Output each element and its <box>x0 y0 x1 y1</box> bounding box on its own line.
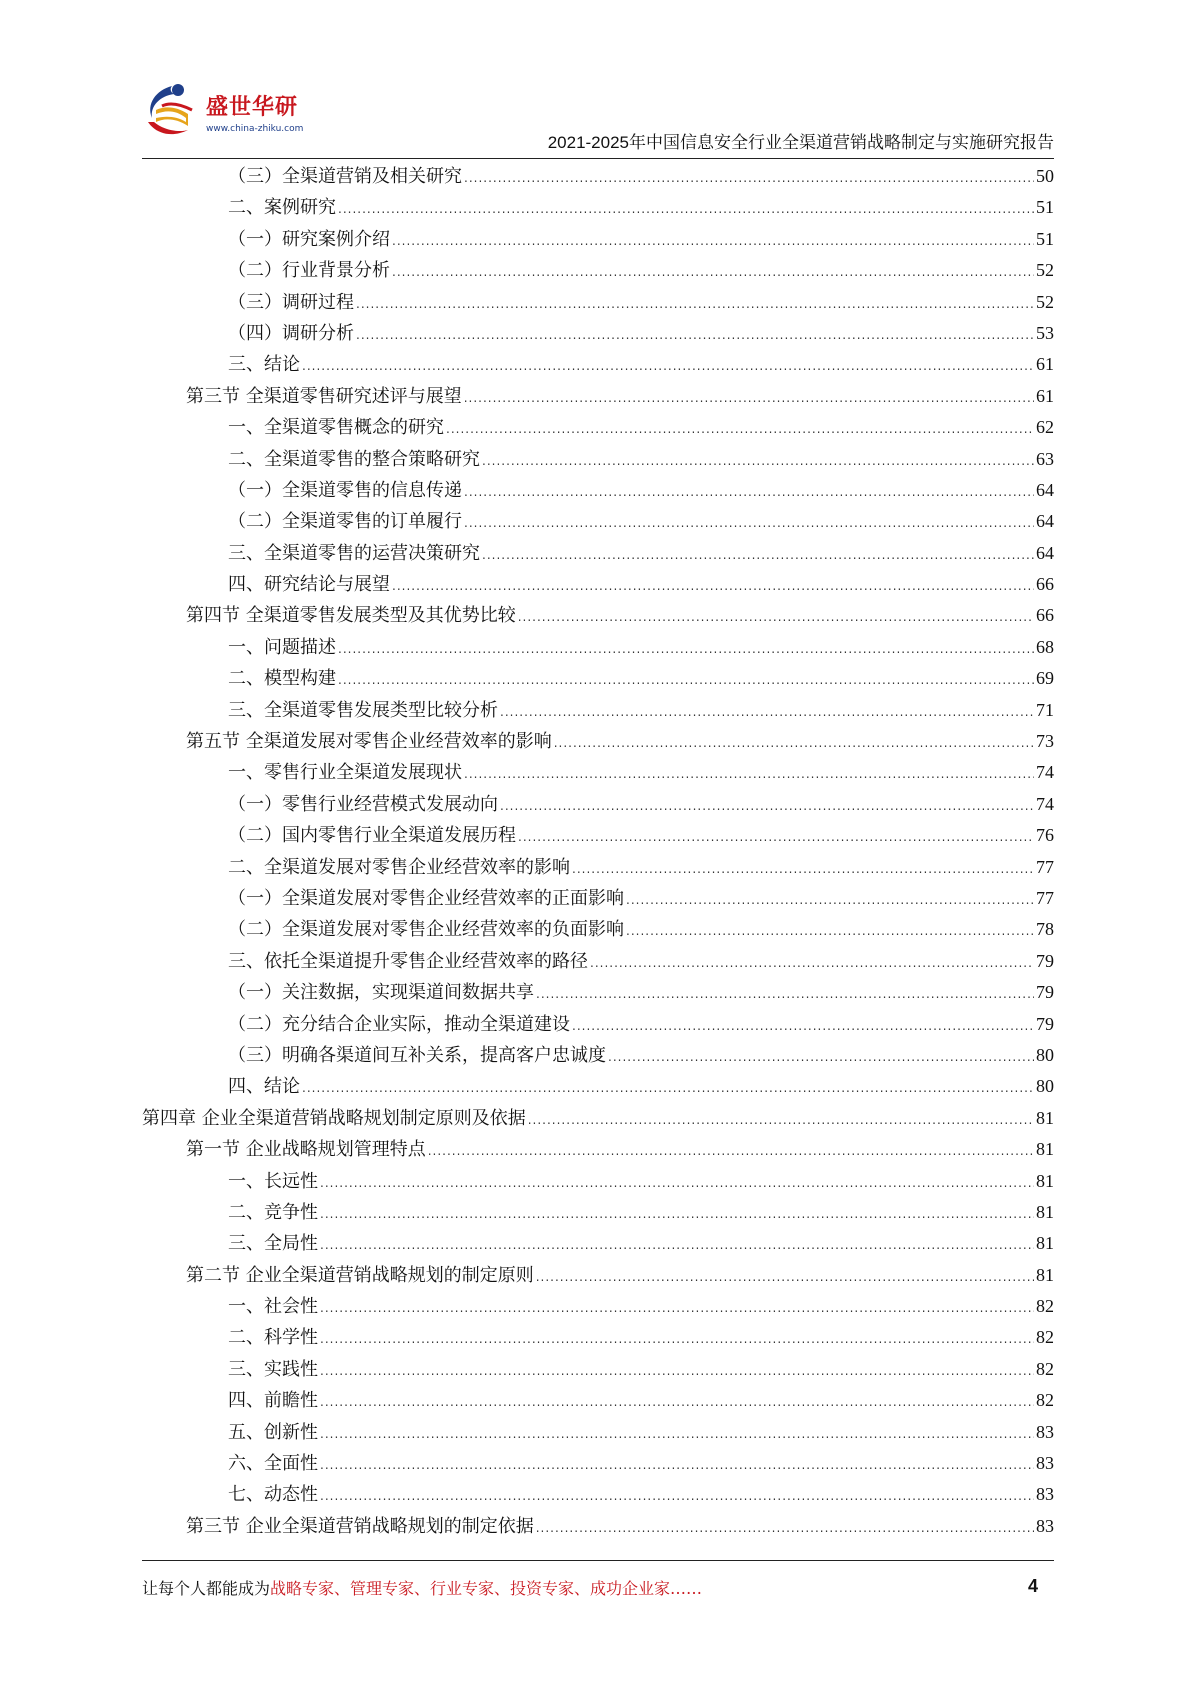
toc-entry-label: 一、长远性 <box>228 1170 318 1192</box>
toc-entry-page: 82 <box>1036 1358 1054 1379</box>
toc-entry-page: 82 <box>1036 1327 1054 1348</box>
toc-dot-leader <box>392 571 1034 602</box>
toc-entry[interactable] <box>142 1260 1054 1291</box>
toc-entry[interactable] <box>142 1009 1054 1040</box>
toc-entry[interactable] <box>142 600 1054 631</box>
toc-entry[interactable] <box>142 381 1054 412</box>
toc-entry[interactable] <box>142 1103 1054 1134</box>
toc-entry-page: 76 <box>1036 825 1054 846</box>
toc-entry-page: 81 <box>1036 1107 1054 1128</box>
toc-entry-label: 三、实践性 <box>228 1358 318 1380</box>
toc-entry-label: （三）明确各渠道间互补关系，提高客户忠诚度 <box>228 1044 606 1066</box>
toc-dot-leader <box>626 916 1034 947</box>
toc-entry[interactable] <box>142 726 1054 757</box>
toc-entry-label: 第四节 全渠道零售发展类型及其优势比较 <box>186 605 516 627</box>
toc-entry[interactable] <box>142 820 1054 851</box>
toc-entry-label: 一、社会性 <box>228 1296 318 1318</box>
toc-dot-leader <box>464 383 1034 414</box>
toc-entry-page: 83 <box>1036 1453 1054 1474</box>
toc-entry-page: 51 <box>1036 197 1054 218</box>
toc-entry-label: 四、结论 <box>228 1076 300 1098</box>
toc-entry-label: 三、全渠道零售发展类型比较分析 <box>228 699 498 721</box>
toc-dot-leader <box>356 289 1034 320</box>
toc-dot-leader <box>320 1293 1034 1324</box>
toc-entry[interactable] <box>142 757 1054 788</box>
toc-entry[interactable] <box>142 1197 1054 1228</box>
logo-emblem-icon <box>142 80 204 142</box>
toc-dot-leader <box>302 1073 1034 1104</box>
toc-entry-page: 79 <box>1036 1013 1054 1034</box>
toc-entry-label: （二）行业背景分析 <box>228 260 390 282</box>
toc-entry-label: 二、全渠道发展对零售企业经营效率的影响 <box>228 856 570 878</box>
toc-entry-page: 64 <box>1036 511 1054 532</box>
toc-entry-label: （四）调研分析 <box>228 322 354 344</box>
toc-entry-page: 62 <box>1036 417 1054 438</box>
page-header <box>142 80 1054 158</box>
footer-divider <box>142 1560 1054 1561</box>
toc-dot-leader <box>356 320 1034 351</box>
toc-dot-leader <box>320 1199 1034 1230</box>
toc-entry-page: 61 <box>1036 385 1054 406</box>
toc-entry[interactable] <box>142 318 1054 349</box>
toc-entry[interactable] <box>142 1040 1054 1071</box>
toc-entry-page: 83 <box>1036 1484 1054 1505</box>
toc-dot-leader <box>536 1262 1034 1293</box>
toc-dot-leader <box>464 759 1034 790</box>
toc-entry-label: 二、竞争性 <box>228 1201 318 1223</box>
toc-entry-label: 三、结论 <box>228 354 300 376</box>
toc-dot-leader <box>464 508 1034 539</box>
toc-entry[interactable] <box>142 632 1054 663</box>
toc-entry-label: （一）研究案例介绍 <box>228 228 390 250</box>
toc-dot-leader <box>320 1324 1034 1355</box>
toc-entry-page: 68 <box>1036 636 1054 657</box>
toc-entry-page: 63 <box>1036 448 1054 469</box>
toc-entry-label: 一、问题描述 <box>228 636 336 658</box>
toc-dot-leader <box>464 477 1034 508</box>
toc-entry[interactable] <box>142 287 1054 318</box>
toc-entry[interactable] <box>142 1166 1054 1197</box>
toc-entry-page: 66 <box>1036 574 1054 595</box>
toc-entry[interactable] <box>142 412 1054 443</box>
toc-dot-leader <box>482 446 1034 477</box>
toc-dot-leader <box>338 665 1034 696</box>
toc-entry-label: （二）全渠道零售的订单履行 <box>228 511 462 533</box>
toc-entry[interactable] <box>142 695 1054 726</box>
logo-url: www.china-zhiku.com <box>206 124 304 134</box>
toc-entry-label: （一）关注数据，实现渠道间数据共享 <box>228 982 534 1004</box>
toc-dot-leader <box>464 163 1034 194</box>
toc-dot-leader <box>518 822 1034 853</box>
toc-entry-label: （一）全渠道零售的信息传递 <box>228 479 462 501</box>
toc-entry[interactable] <box>142 789 1054 820</box>
toc-entry-label: 七、动态性 <box>228 1484 318 1506</box>
toc-entry-page: 81 <box>1036 1233 1054 1254</box>
toc-dot-leader <box>320 1356 1034 1387</box>
toc-entry-page: 81 <box>1036 1170 1054 1191</box>
toc-entry-label: 五、创新性 <box>228 1421 318 1443</box>
toc-entry-page: 71 <box>1036 699 1054 720</box>
toc-entry[interactable] <box>142 663 1054 694</box>
toc-dot-leader <box>320 1481 1034 1512</box>
toc-entry-label: 二、模型构建 <box>228 668 336 690</box>
toc-entry[interactable] <box>142 444 1054 475</box>
toc-entry-label: 三、依托全渠道提升零售企业经营效率的路径 <box>228 950 588 972</box>
toc-dot-leader <box>446 414 1034 445</box>
toc-entry-page: 52 <box>1036 260 1054 281</box>
toc-dot-leader <box>536 979 1034 1010</box>
toc-entry[interactable] <box>142 914 1054 945</box>
toc-entry-page: 74 <box>1036 793 1054 814</box>
toc-entry-page: 81 <box>1036 1139 1054 1160</box>
toc-entry-label: 六、全面性 <box>228 1453 318 1475</box>
toc-dot-leader <box>500 791 1034 822</box>
toc-entry[interactable] <box>142 1354 1054 1385</box>
toc-entry-page: 80 <box>1036 1076 1054 1097</box>
toc-entry-label: （一）全渠道发展对零售企业经营效率的正面影响 <box>228 887 624 909</box>
toc-entry[interactable] <box>142 349 1054 380</box>
toc-entry-page: 52 <box>1036 291 1054 312</box>
toc-dot-leader <box>320 1387 1034 1418</box>
toc-entry[interactable] <box>142 569 1054 600</box>
page-footer <box>142 1576 1054 1606</box>
toc-dot-leader <box>320 1450 1034 1481</box>
toc-entry[interactable] <box>142 1228 1054 1259</box>
toc-entry-label: 二、全渠道零售的整合策略研究 <box>228 448 480 470</box>
toc-entry-page: 83 <box>1036 1421 1054 1442</box>
toc-entry-label: （二）全渠道发展对零售企业经营效率的负面影响 <box>228 919 624 941</box>
toc-dot-leader <box>320 1419 1034 1450</box>
toc-entry-page: 78 <box>1036 919 1054 940</box>
toc-entry[interactable] <box>142 1417 1054 1448</box>
page-number: 4 <box>1027 1576 1038 1596</box>
toc-dot-leader <box>392 226 1034 257</box>
toc-entry-page: 80 <box>1036 1044 1054 1065</box>
toc-entry[interactable] <box>142 883 1054 914</box>
toc-entry[interactable] <box>142 852 1054 883</box>
toc-entry[interactable] <box>142 1448 1054 1479</box>
toc-entry-label: 三、全局性 <box>228 1233 318 1255</box>
toc-entry[interactable] <box>142 1511 1054 1542</box>
toc-entry[interactable] <box>142 475 1054 506</box>
toc-dot-leader <box>536 1513 1034 1544</box>
toc-entry-page: 50 <box>1036 166 1054 186</box>
toc-entry-page: 82 <box>1036 1296 1054 1317</box>
toc-entry-label: 一、零售行业全渠道发展现状 <box>228 762 462 784</box>
toc-entry[interactable] <box>142 977 1054 1008</box>
table-of-contents <box>142 161 1054 1542</box>
toc-entry-page: 66 <box>1036 605 1054 626</box>
toc-entry-page: 69 <box>1036 668 1054 689</box>
toc-entry-page: 61 <box>1036 354 1054 375</box>
toc-dot-leader <box>626 885 1034 916</box>
toc-entry[interactable] <box>142 224 1054 255</box>
toc-entry[interactable] <box>142 192 1054 223</box>
toc-entry-page: 51 <box>1036 228 1054 249</box>
toc-entry-label: 四、研究结论与展望 <box>228 574 390 596</box>
toc-dot-leader <box>518 602 1034 633</box>
toc-entry-label: （三）全渠道营销及相关研究 <box>228 166 462 187</box>
toc-entry-label: 第一节 企业战略规划管理特点 <box>186 1139 426 1161</box>
toc-dot-leader <box>482 540 1034 571</box>
toc-entry-page: 64 <box>1036 479 1054 500</box>
toc-entry-label: 第四章 企业全渠道营销战略规划制定原则及依据 <box>142 1107 526 1129</box>
toc-entry-label: 第五节 全渠道发展对零售企业经营效率的影响 <box>186 731 552 753</box>
company-logo <box>142 80 342 150</box>
toc-entry-label: （一）零售行业经营模式发展动向 <box>228 793 498 815</box>
toc-dot-leader <box>338 634 1034 665</box>
toc-entry-page: 83 <box>1036 1515 1054 1536</box>
toc-entry-label: 第二节 企业全渠道营销战略规划的制定原则 <box>186 1264 534 1286</box>
toc-entry[interactable] <box>142 1479 1054 1510</box>
toc-entry[interactable] <box>142 255 1054 286</box>
toc-entry-page: 77 <box>1036 856 1054 877</box>
toc-dot-leader <box>302 351 1034 382</box>
toc-dot-leader <box>608 1042 1034 1073</box>
toc-dot-leader <box>338 194 1034 225</box>
toc-entry[interactable] <box>142 946 1054 977</box>
toc-entry[interactable] <box>142 1134 1054 1165</box>
toc-entry-page: 79 <box>1036 982 1054 1003</box>
logo-name: 盛世华研 <box>206 95 299 120</box>
toc-entry-label: （二）充分结合企业实际，推动全渠道建设 <box>228 1013 570 1035</box>
toc-entry[interactable] <box>142 1071 1054 1102</box>
toc-entry-page: 77 <box>1036 887 1054 908</box>
toc-dot-leader <box>572 1011 1034 1042</box>
toc-entry-label: 第三节 企业全渠道营销战略规划的制定依据 <box>186 1515 534 1537</box>
toc-entry-page: 73 <box>1036 731 1054 752</box>
toc-entry-page: 82 <box>1036 1390 1054 1411</box>
toc-dot-leader <box>428 1136 1034 1167</box>
toc-entry-page: 53 <box>1036 322 1054 343</box>
toc-dot-leader <box>320 1168 1034 1199</box>
toc-entry-page: 64 <box>1036 542 1054 563</box>
toc-entry-page: 79 <box>1036 950 1054 971</box>
toc-dot-leader <box>500 697 1034 728</box>
toc-entry-label: 一、全渠道零售概念的研究 <box>228 417 444 439</box>
toc-entry[interactable] <box>142 161 1054 192</box>
toc-entry-page: 81 <box>1036 1201 1054 1222</box>
toc-entry[interactable] <box>142 1291 1054 1322</box>
toc-entry-label: （三）调研过程 <box>228 291 354 313</box>
toc-entry-page: 81 <box>1036 1264 1054 1285</box>
toc-entry[interactable] <box>142 506 1054 537</box>
toc-entry-label: 四、前瞻性 <box>228 1390 318 1412</box>
header-divider <box>142 158 1054 159</box>
toc-entry[interactable] <box>142 538 1054 569</box>
toc-dot-leader <box>392 257 1034 288</box>
toc-entry[interactable] <box>142 1322 1054 1353</box>
toc-dot-leader <box>320 1230 1034 1261</box>
toc-entry-label: 二、科学性 <box>228 1327 318 1349</box>
toc-dot-leader <box>554 728 1034 759</box>
toc-entry-label: 第三节 全渠道零售研究述评与展望 <box>186 385 462 407</box>
toc-dot-leader <box>590 948 1034 979</box>
footer-slogan-roles: 战略专家、管理专家、行业专家、投资专家、成功企业家…… <box>270 1579 703 1598</box>
report-title: 2021-2025年中国信息安全行业全渠道营销战略制定与实施研究报告 <box>547 133 1054 152</box>
toc-dot-leader <box>528 1105 1034 1136</box>
toc-entry-page: 74 <box>1036 762 1054 783</box>
footer-slogan-lead: 让每个人都能成为 <box>142 1579 271 1598</box>
toc-entry[interactable] <box>142 1385 1054 1416</box>
toc-dot-leader <box>572 854 1034 885</box>
toc-entry-label: 二、案例研究 <box>228 197 336 219</box>
toc-entry-label: 三、全渠道零售的运营决策研究 <box>228 542 480 564</box>
toc-entry-label: （二）国内零售行业全渠道发展历程 <box>228 825 516 847</box>
